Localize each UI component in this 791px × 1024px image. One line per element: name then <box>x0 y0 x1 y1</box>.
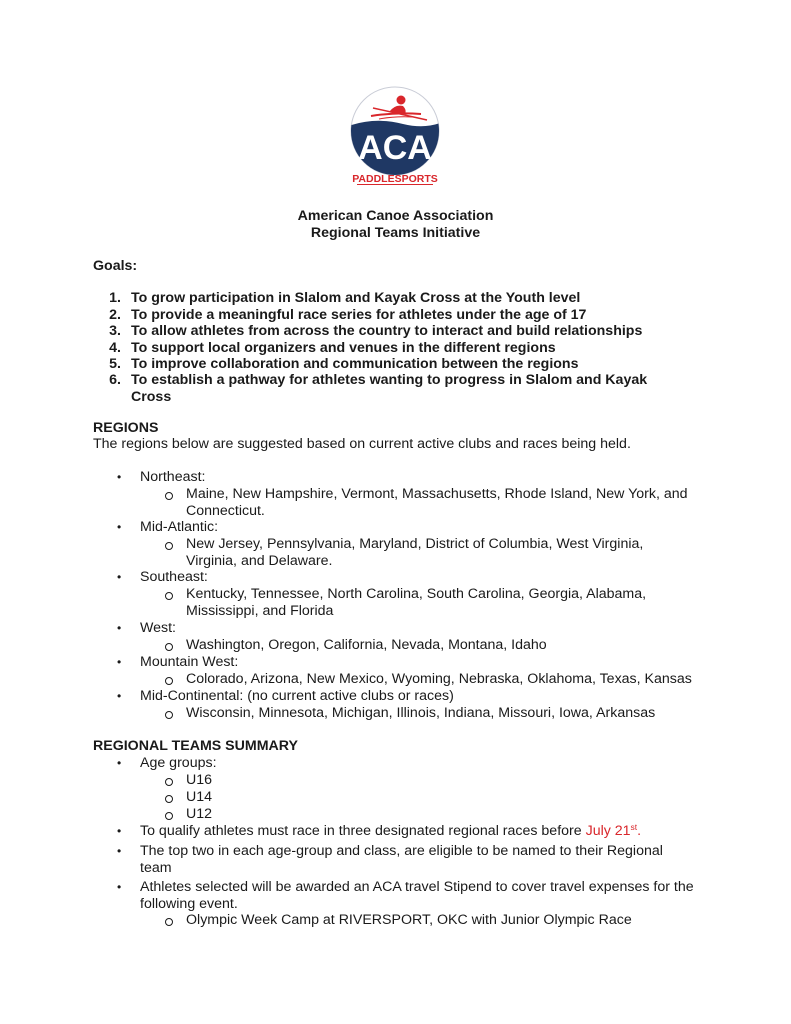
hollow-bullet-icon <box>165 677 173 685</box>
goal-number: 3. <box>109 323 121 339</box>
goal-text: To establish a pathway for athletes wanting to progress in Slalom and Kayak <box>131 372 648 388</box>
hollow-bullet-icon <box>165 918 173 926</box>
stipend-text-continued: following event. <box>140 896 238 912</box>
region-name: Southeast: <box>140 569 208 585</box>
bullet-icon: • <box>117 880 122 894</box>
stipend-event: Olympic Week Camp at RIVERSPORT, OKC with Junior Olympic Race <box>186 912 632 928</box>
qualify-date-suffix: st <box>630 822 638 832</box>
regions-intro: The regions below are suggested based on current active clubs and races being held. <box>93 436 631 452</box>
region-states-continued: Mississippi, and Florida <box>186 603 334 619</box>
hollow-bullet-icon <box>165 795 173 803</box>
region-name: West: <box>140 620 177 636</box>
age-group: U12 <box>186 806 213 822</box>
aca-paddlesports-logo <box>343 86 447 186</box>
qualify-deadline <box>586 823 642 839</box>
region-name: Mid-Continental: (no current active clubs or races) <box>140 688 454 704</box>
goal-text: To improve collaboration and communication between the regions <box>131 356 579 372</box>
goals-heading: Goals: <box>93 258 138 274</box>
goal-number: 4. <box>109 340 121 356</box>
region-states: Colorado, Arizona, New Mexico, Wyoming, Nebraska, Oklahoma, Texas, Kansas <box>186 671 692 687</box>
bullet-icon: • <box>117 756 122 770</box>
qualify-text <box>140 823 641 840</box>
region-states-continued: Virginia, and Delaware. <box>186 553 333 569</box>
hollow-bullet-icon <box>165 711 173 719</box>
goal-number: 6. <box>109 372 121 388</box>
goal-text: To support local organizers and venues in the different regions <box>131 340 556 356</box>
qualify-text-body: To qualify athletes must race in three designated regional races before <box>140 823 586 839</box>
bullet-icon: • <box>117 689 122 703</box>
hollow-bullet-icon <box>165 778 173 786</box>
stipend-text: Athletes selected will be awarded an ACA travel Stipend to cover travel expenses for the <box>140 879 694 895</box>
region-states: New Jersey, Pennsylvania, Maryland, District of Columbia, West Virginia, <box>186 536 644 552</box>
goal-number: 5. <box>109 356 121 372</box>
age-group: U16 <box>186 772 213 788</box>
document-title-line2: Regional Teams Initiative <box>310 225 481 241</box>
hollow-bullet-icon <box>165 812 173 820</box>
region-name: Mountain West: <box>140 654 239 670</box>
bullet-icon: • <box>117 844 122 858</box>
region-states: Washington, Oregon, California, Nevada, Montana, Idaho <box>186 637 547 653</box>
bullet-icon: • <box>117 621 122 635</box>
bullet-icon: • <box>117 570 122 584</box>
bullet-icon: • <box>117 655 122 669</box>
aca-logo-icon <box>343 86 447 186</box>
hollow-bullet-icon <box>165 643 173 651</box>
svg-text:ACA: ACA <box>358 129 432 167</box>
hollow-bullet-icon <box>165 492 173 500</box>
region-states: Maine, New Hampshire, Vermont, Massachusetts, Rhode Island, New York, and <box>186 486 688 502</box>
bullet-icon: • <box>117 520 122 534</box>
region-states-continued: Connecticut. <box>186 503 265 519</box>
top-two-text: The top two in each age-group and class, are eligible to be named to their Regional <box>140 843 663 859</box>
qualify-end: . <box>637 823 642 839</box>
goal-text: To allow athletes from across the country to interact and build relationships <box>131 323 643 339</box>
bullet-icon: • <box>117 824 122 838</box>
region-states: Kentucky, Tennessee, North Carolina, South Carolina, Georgia, Alabama, <box>186 586 647 602</box>
goal-text: To provide a meaningful race series for athletes under the age of 17 <box>131 307 587 323</box>
age-group: U14 <box>186 789 213 805</box>
region-name: Mid-Atlantic: <box>140 519 219 535</box>
age-groups-label: Age groups: <box>140 755 217 771</box>
hollow-bullet-icon <box>165 592 173 600</box>
goal-number: 1. <box>109 290 121 306</box>
region-states: Wisconsin, Minnesota, Michigan, Illinois, Indiana, Missouri, Iowa, Arkansas <box>186 705 656 721</box>
hollow-bullet-icon <box>165 542 173 550</box>
goal-text: To grow participation in Slalom and Kayak Cross at the Youth level <box>131 290 581 306</box>
qualify-date: July 21 <box>585 823 631 839</box>
summary-heading: REGIONAL TEAMS SUMMARY <box>93 738 298 754</box>
bullet-icon: • <box>117 470 122 484</box>
goal-text-continued: Cross <box>131 389 172 405</box>
region-name: Northeast: <box>140 469 206 485</box>
goal-number: 2. <box>109 307 121 323</box>
document-title-line1: American Canoe Association <box>297 208 494 224</box>
regions-heading: REGIONS <box>93 420 159 436</box>
svg-text:PADDLESPORTS: PADDLESPORTS <box>352 173 438 185</box>
top-two-text-continued: team <box>140 860 172 876</box>
